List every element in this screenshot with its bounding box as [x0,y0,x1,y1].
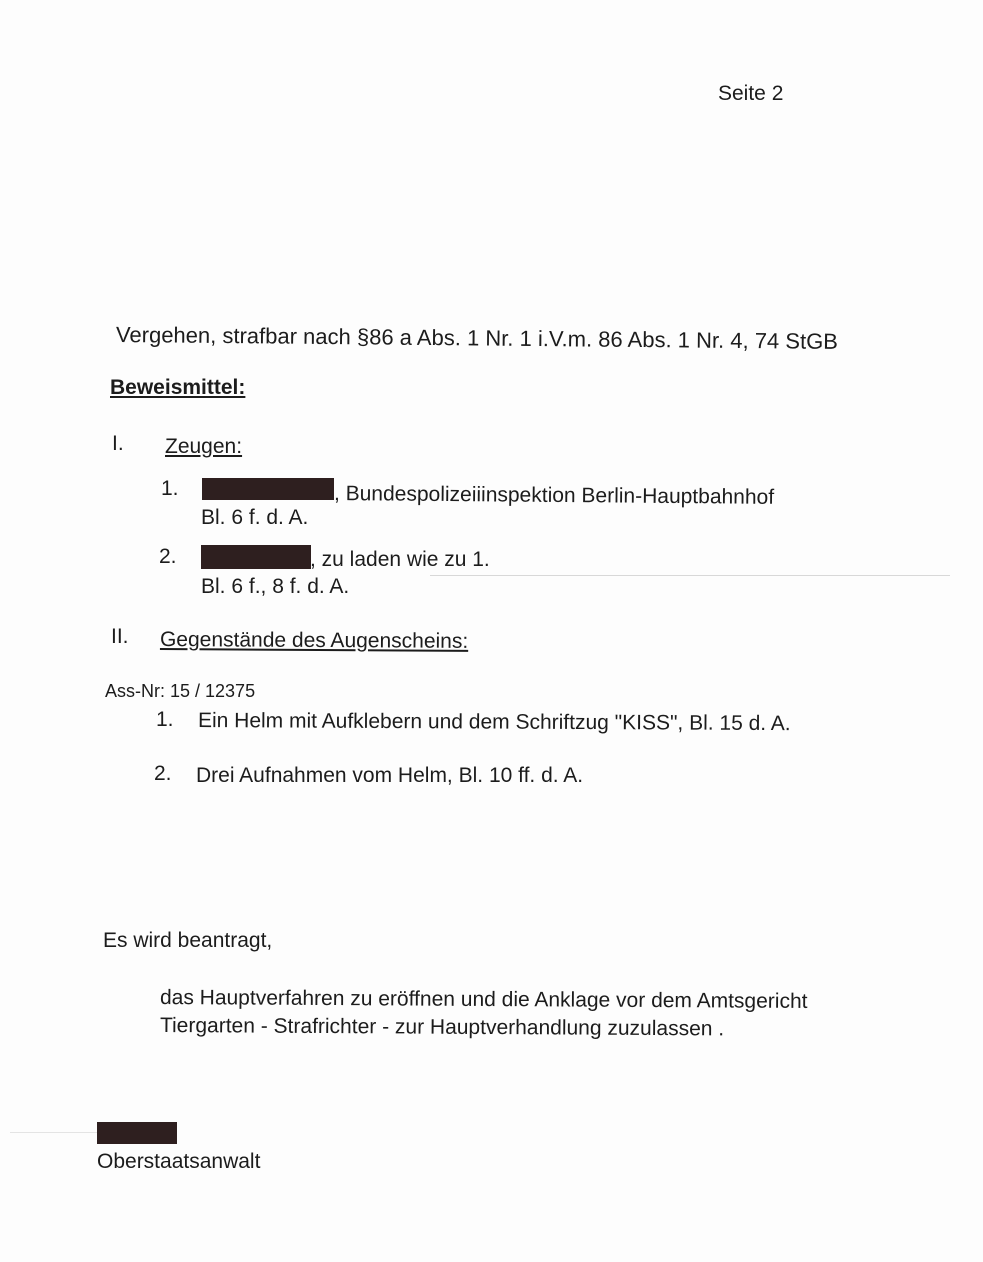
witness-2-number: 2. [159,545,177,568]
redaction-block-witness-2 [201,545,311,569]
object-1-number: 1. [156,708,174,731]
section-numeral-objects: II. [111,625,129,648]
witness-1-text: , Bundespolizeiiinspektion Berlin-Hauptbahnhof [333,482,775,509]
section-title-witnesses: Zeugen: [165,435,243,458]
motion-intro: Es wird beantragt, [103,929,273,952]
motion-line-2: Tiergarten - Strafrichter - zur Hauptverhandlung zuzulassen . [159,1014,725,1041]
redaction-block-signature [97,1122,177,1144]
section-title-objects: Gegenstände des Augenscheins: [159,628,469,653]
object-2-number: 2. [154,762,172,785]
witness-2-reference: Bl. 6 f., 8 f. d. A. [201,575,350,598]
offense-statement: Vergehen, strafbar nach §86 a Abs. 1 Nr. 1 i.V.m. 86 Abs. 1 Nr. 4, 74 StGB [115,322,839,354]
redaction-block-witness-1 [202,478,334,500]
evidence-heading: Beweismittel: [110,376,246,399]
motion-line-1: das Hauptverfahren zu eröffnen und die Anklage vor dem Amtsgericht [159,986,808,1013]
witness-2-text: , zu laden wie zu 1. [310,548,490,571]
signature-title: Oberstaatsanwalt [97,1150,261,1173]
ass-number: Ass-Nr: 15 / 12375 [105,681,256,701]
scan-artifact-line [430,575,950,576]
witness-1-number: 1. [161,477,179,500]
page-number: Seite 2 [718,82,784,105]
object-1-text: Ein Helm mit Aufklebern und dem Schriftzug "KISS", Bl. 15 d. A. [197,709,791,736]
scan-artifact-line-left [10,1132,100,1133]
section-numeral-witnesses: I. [112,432,124,455]
object-2-text: Drei Aufnahmen vom Helm, Bl. 10 ff. d. A. [196,764,584,787]
witness-1-reference: Bl. 6 f. d. A. [201,506,309,529]
